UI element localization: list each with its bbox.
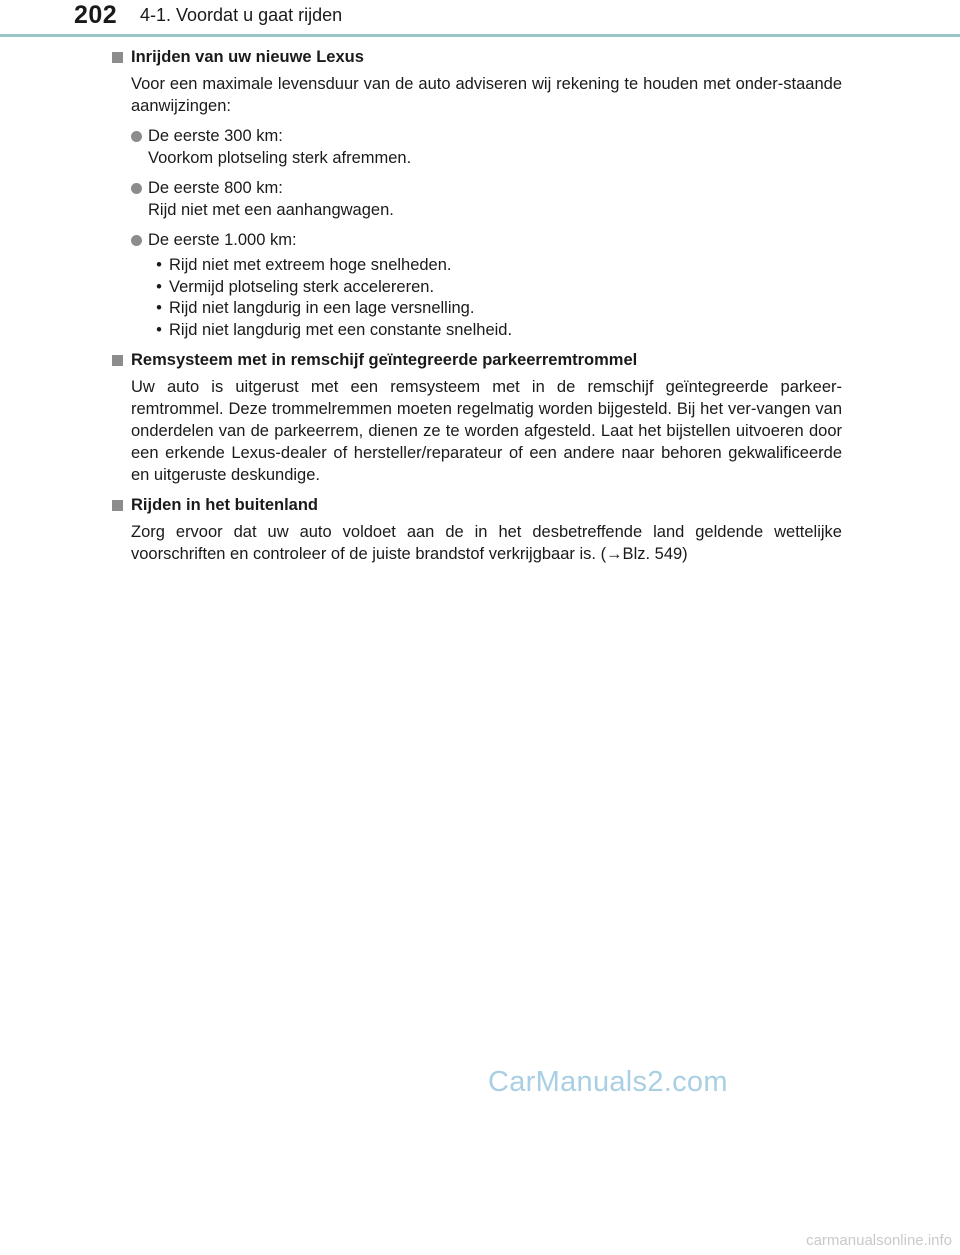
- topic-parking-brake: [112, 351, 842, 486]
- circle-bullet-icon: [131, 131, 142, 142]
- topic-heading-text: Remsysteem met in remschijf geïntegreerde parkeerremtrommel: [131, 351, 638, 369]
- footer-watermark: carmanualsonline.info: [806, 1232, 952, 1249]
- sub-list-item: • Rijd niet met extreem hoge snelheden.: [149, 255, 842, 277]
- circle-bullet-icon: [131, 183, 142, 194]
- header-divider: [0, 34, 960, 37]
- sub-list: [149, 255, 842, 341]
- topic-heading-text: Inrijden van uw nieuwe Lexus: [131, 48, 364, 66]
- sub-list-item: • Rijd niet langdurig met een constante snelheid.: [149, 320, 842, 342]
- bullet-text: Rijd niet met een aanhangwagen.: [148, 201, 394, 219]
- bullet-item: [131, 229, 842, 251]
- circle-bullet-icon: [131, 235, 142, 246]
- bullet-title: De eerste 300 km:: [148, 127, 283, 145]
- dot-bullet-icon: •: [156, 299, 162, 317]
- page-content: [112, 48, 842, 575]
- topic-heading: [112, 496, 842, 515]
- sub-list-item: • Vermijd plotseling sterk accelereren.: [149, 277, 842, 299]
- topic-heading: [112, 351, 842, 370]
- topic-abroad: [112, 496, 842, 565]
- sub-list-item: • Rijd niet langdurig in een lage versnelling.: [149, 298, 842, 320]
- topic-heading: [112, 48, 842, 67]
- page-number: 202: [74, 1, 118, 29]
- section-title: 4-1. Voordat u gaat rijden: [140, 5, 343, 25]
- square-bullet-icon: [112, 355, 123, 366]
- dot-bullet-icon: •: [156, 320, 162, 339]
- bullet-text: Voorkom plotseling sterk afremmen.: [148, 149, 412, 167]
- bullet-title: De eerste 800 km:: [148, 179, 283, 197]
- dot-bullet-icon: •: [156, 277, 162, 296]
- watermark-logo: CarManuals2.com: [488, 1066, 728, 1098]
- page-header: [0, 0, 960, 36]
- topic-break-in: [112, 48, 842, 341]
- square-bullet-icon: [112, 52, 123, 63]
- topic-body: Uw auto is uitgerust met een remsysteem met in de remschijf geïntegreerde parkeer-remtrommel. Deze trommelremmen moeten regelmatig worden bijgesteld. Bij het ver-vangen van onderdelen van de parkeerrem, dienen ze te worden afgesteld. Laat het bijstellen uitvoeren door een erkende Lexus-dealer of hersteller/reparateur of een andere naar behoren gekwalificeerde en uitgeruste deskundige.: [131, 378, 842, 484]
- square-bullet-icon: [112, 500, 123, 511]
- bullet-title: De eerste 1.000 km:: [148, 231, 297, 249]
- dot-bullet-icon: •: [156, 256, 162, 274]
- topic-heading-text: Rijden in het buitenland: [131, 496, 318, 514]
- bullet-item: [131, 177, 842, 221]
- bullet-item: [131, 125, 842, 169]
- topic-body: Zorg ervoor dat uw auto voldoet aan de in het desbetreffende land geldende wettelijke voorschriften en controleer of de juiste brandstof verkrijgbaar is. (→Blz. 549): [131, 523, 842, 563]
- topic-intro: Voor een maximale levensduur van de auto adviseren wij rekening te houden met onder-staande aanwijzingen:: [131, 75, 842, 115]
